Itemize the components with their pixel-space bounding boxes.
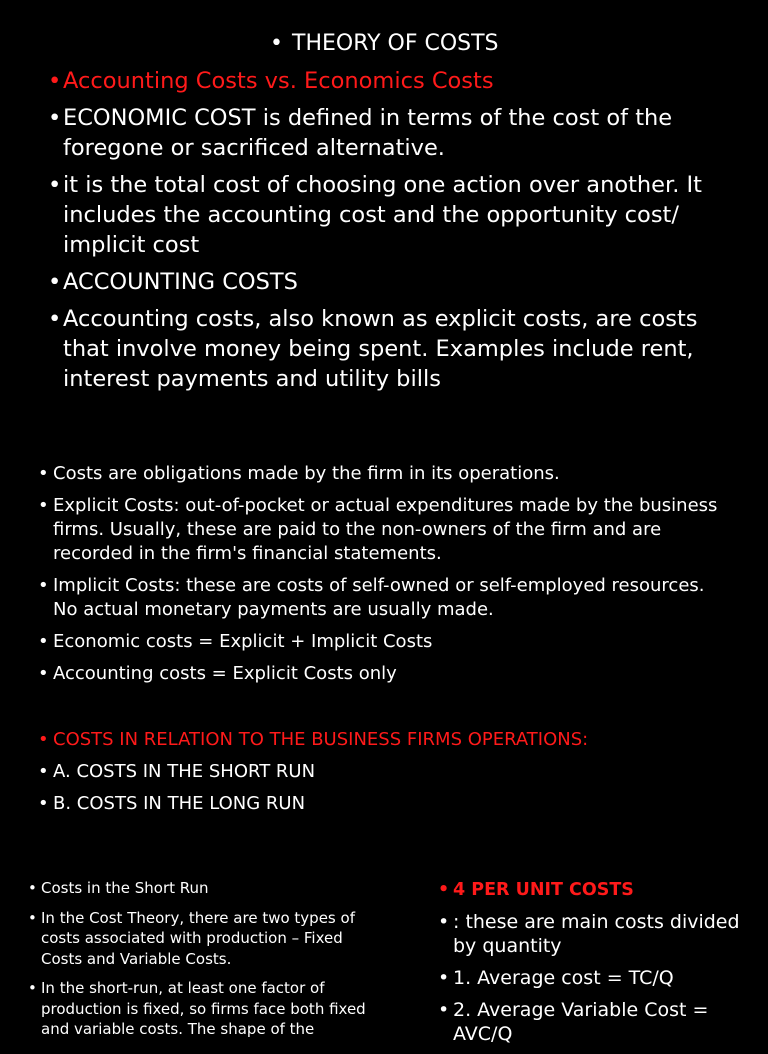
list-item (28, 978, 373, 1040)
list-item (38, 462, 728, 486)
list-item-text: Explicit Costs: out-of-pocket or actual expenditures made by the business firms. Usually, these are paid to the non-owners of the firm and are recorded in the firm's financial statements. (53, 495, 718, 564)
list-item-text: Costs are obligations made by the firm in its operations. (53, 463, 560, 484)
list-item (438, 910, 748, 958)
bullet: • (438, 880, 450, 900)
slide-short-run-costs (0, 878, 768, 1045)
list-item-subtitle (48, 66, 728, 96)
bullet: • (38, 631, 49, 652)
bullet: • (38, 761, 49, 782)
list-item-text: it is the total cost of choosing one action over another. It includes the accounting cost and the opportunity cost/ implicit cost (63, 172, 702, 258)
list-item (438, 966, 748, 990)
left-column (28, 878, 373, 1049)
bullet: • (48, 269, 62, 295)
list-item (28, 878, 373, 899)
slide-title (0, 30, 768, 58)
list-item-text: B. COSTS IN THE LONG RUN (53, 793, 306, 814)
list-item (38, 494, 728, 566)
list-item-text: 2. Average Variable Cost = AVC/Q (453, 999, 709, 1045)
list-item-text: A. COSTS IN THE SHORT RUN (53, 761, 316, 782)
list-item-heading (38, 728, 768, 752)
list-item-text: 1. Average cost = TC/Q (453, 967, 674, 989)
list-item (38, 574, 728, 622)
list-item (38, 662, 728, 686)
list-item-heading (438, 878, 748, 902)
slide-title-text: THEORY OF COSTS (292, 31, 499, 56)
list-item-text: Accounting costs = Explicit Costs only (53, 663, 397, 684)
bullet: • (48, 105, 62, 131)
bullet-list (0, 728, 768, 816)
list-item (48, 170, 728, 260)
bullet: • (48, 306, 62, 332)
slide-costs-in-relation (0, 728, 768, 824)
list-item (38, 760, 768, 784)
bullet: • (38, 793, 49, 814)
list-item (48, 103, 728, 163)
slide-theory-of-costs (0, 30, 768, 401)
bullet: • (28, 979, 37, 997)
right-column (438, 878, 748, 1054)
heading-text: COSTS IN RELATION TO THE BUSINESS FIRMS OPERATIONS: (53, 729, 589, 750)
bullet: • (438, 999, 450, 1021)
bullet: • (28, 908, 37, 927)
bullet: • (38, 575, 49, 596)
bullet: • (38, 495, 49, 516)
list-item-text: Implicit Costs: these are costs of self-owned or self-employed resources. No actual monetary payments are usually made. (53, 575, 705, 620)
list-item-text: In the short-run, at least one factor of production is fixed, so firms face both fixed and variable costs. The shape of the (41, 979, 366, 1038)
list-item (48, 267, 728, 297)
bullet: • (38, 729, 49, 750)
bullet: • (438, 967, 450, 989)
subtitle-text: Accounting Costs vs. Economics Costs (63, 68, 494, 94)
list-item-text: In the Cost Theory, there are two types of costs associated with production – Fixed Costs and Variable Costs. (41, 908, 355, 968)
bullet-list (0, 462, 768, 686)
list-item (28, 908, 373, 970)
bullet: • (38, 663, 49, 684)
bullet: • (28, 879, 37, 897)
list-item (48, 304, 728, 394)
bullet: • (38, 463, 49, 484)
list-item-text: ACCOUNTING COSTS (63, 269, 298, 295)
bullet-list (0, 66, 768, 394)
list-item-text: Costs in the Short Run (41, 879, 209, 897)
bullet: • (48, 68, 62, 94)
list-item (438, 998, 748, 1046)
heading-text: 4 PER UNIT COSTS (453, 880, 634, 900)
list-item (38, 792, 768, 816)
bullet: • (438, 911, 450, 933)
bullet: • (48, 172, 62, 198)
list-item (38, 630, 728, 654)
list-item-text: Economic costs = Explicit + Implicit Costs (53, 631, 433, 652)
bullet: • (270, 31, 283, 56)
list-item-text: : these are main costs divided by quantity (453, 911, 740, 957)
list-item-text: Accounting costs, also known as explicit costs, are costs that involve money being spent. Examples include rent, interest payments and utility bills (63, 306, 698, 392)
list-item-text: ECONOMIC COST is defined in terms of the cost of the foregone or sacrificed alternative. (63, 105, 673, 161)
slide-cost-definitions (0, 462, 768, 694)
